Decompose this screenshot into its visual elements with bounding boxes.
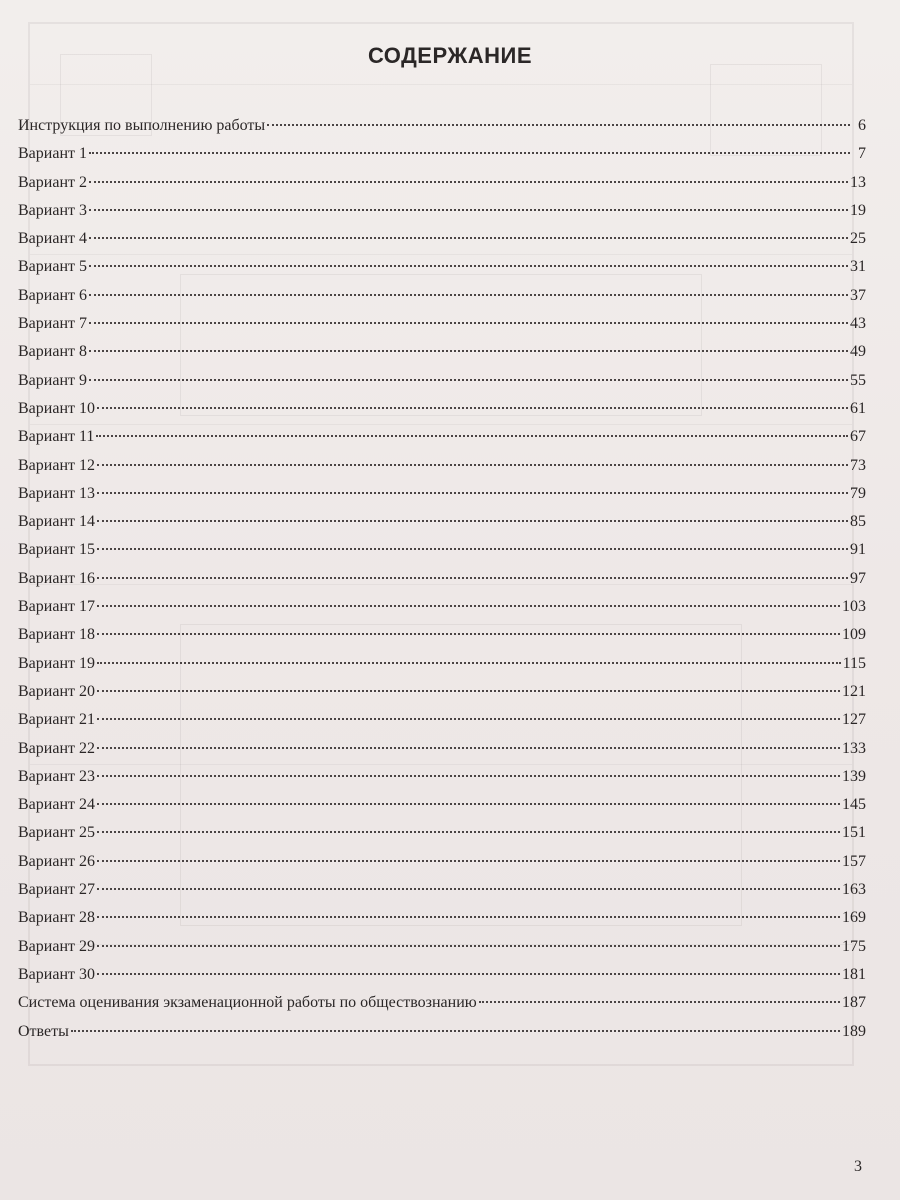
toc-entry-page: 6 [858, 117, 866, 134]
dot-leader [97, 945, 840, 947]
toc-entry-label: Вариант 10 [18, 399, 95, 417]
toc-entry-page: 145 [842, 796, 866, 814]
toc-entry-page: 115 [842, 654, 866, 672]
toc-entry-page: 127 [842, 711, 866, 729]
toc-entry[interactable] [18, 735, 866, 763]
toc-entry-label: Вариант 11 [18, 428, 95, 446]
toc-entry[interactable] [18, 593, 866, 621]
toc-entry-page: 55 [850, 371, 866, 389]
toc-entry-page: 187 [842, 994, 866, 1012]
dot-leader [89, 209, 848, 211]
dot-leader [89, 181, 848, 183]
toc-entry[interactable] [18, 904, 866, 932]
toc-entry-label: Вариант 30 [18, 965, 95, 983]
toc-entry-label: Вариант 20 [18, 682, 95, 700]
toc-entry[interactable] [18, 763, 866, 791]
dot-leader [97, 888, 840, 890]
toc-entry-page: 37 [850, 286, 866, 304]
toc-entry-page: 189 [842, 1022, 866, 1040]
toc-entry-page: 169 [842, 909, 866, 927]
toc-entry-page: 151 [842, 824, 866, 842]
toc-entry[interactable] [18, 112, 866, 140]
toc-entry-label: Вариант 9 [18, 371, 87, 389]
toc-entry[interactable] [18, 1018, 866, 1046]
toc-entry[interactable] [18, 650, 866, 678]
dot-leader [97, 492, 848, 494]
page-title: СОДЕРЖАНИЕ [367, 42, 533, 68]
toc-entry[interactable] [18, 225, 866, 253]
toc-entry[interactable] [18, 395, 866, 423]
toc-entry[interactable] [18, 282, 866, 310]
toc-entry-label: Вариант 23 [18, 767, 95, 785]
toc-entry-label: Вариант 26 [18, 852, 95, 870]
toc-entry[interactable] [18, 848, 866, 876]
dot-leader [267, 124, 850, 126]
toc-entry[interactable] [18, 706, 866, 734]
dot-leader [89, 152, 850, 154]
dot-leader [97, 464, 848, 466]
toc-entry-label: Вариант 12 [18, 456, 95, 474]
toc-entry[interactable] [18, 621, 866, 649]
dot-leader [97, 747, 840, 749]
dot-leader [71, 1030, 840, 1032]
toc-entry-label: Вариант 6 [18, 286, 87, 304]
toc-entry-label: Вариант 29 [18, 937, 95, 955]
toc-entry-label: Вариант 16 [18, 569, 95, 587]
toc-entry-label: Вариант 18 [18, 626, 95, 644]
dot-leader [97, 831, 840, 833]
dot-leader [89, 379, 848, 381]
dot-leader [97, 718, 840, 720]
toc-entry-page: 91 [850, 541, 866, 559]
toc-entry-label: Вариант 14 [18, 513, 95, 531]
table-of-contents [18, 112, 866, 1046]
dot-leader [97, 973, 840, 975]
toc-entry[interactable] [18, 480, 866, 508]
toc-entry-page: 25 [850, 230, 866, 248]
toc-entry[interactable] [18, 508, 866, 536]
toc-entry-label: Вариант 3 [18, 201, 87, 219]
toc-entry-page: 139 [842, 767, 866, 785]
toc-entry-label: Вариант 24 [18, 796, 95, 814]
dot-leader [97, 520, 848, 522]
toc-entry-page: 67 [850, 428, 866, 446]
toc-entry-page: 175 [842, 937, 866, 955]
toc-entry-page: 79 [850, 484, 866, 502]
toc-entry-page: 61 [850, 399, 866, 417]
toc-entry-page: 85 [850, 513, 866, 531]
toc-entry-page: 31 [850, 258, 866, 276]
toc-entry-page: 73 [850, 456, 866, 474]
toc-entry-page: 121 [842, 682, 866, 700]
dot-leader [97, 407, 848, 409]
dot-leader [479, 1001, 840, 1003]
dot-leader [89, 322, 848, 324]
toc-entry-label: Вариант 27 [18, 881, 95, 899]
toc-entry[interactable] [18, 933, 866, 961]
dot-leader [97, 803, 840, 805]
dot-leader [97, 775, 840, 777]
toc-entry-label: Вариант 28 [18, 909, 95, 927]
dot-leader [97, 916, 840, 918]
toc-entry-page: 157 [842, 852, 866, 870]
toc-entry-label: Вариант 15 [18, 541, 95, 559]
toc-entry-label: Вариант 8 [18, 343, 87, 361]
toc-entry-page: 13 [850, 173, 866, 191]
dot-leader [97, 860, 840, 862]
dot-leader [89, 237, 848, 239]
toc-entry-label: Вариант 22 [18, 739, 95, 757]
toc-entry[interactable] [18, 989, 866, 1017]
page-number: 3 [854, 1158, 862, 1175]
toc-entry-page: 163 [842, 881, 866, 899]
toc-entry-page: 133 [842, 739, 866, 757]
toc-entry[interactable] [18, 876, 866, 904]
toc-entry-label: Вариант 17 [18, 598, 95, 616]
toc-entry-label: Вариант 5 [18, 258, 87, 276]
toc-entry[interactable] [18, 565, 866, 593]
toc-entry-label: Вариант 25 [18, 824, 95, 842]
toc-entry-label: Вариант 13 [18, 484, 95, 502]
toc-entry[interactable] [18, 310, 866, 338]
toc-entry[interactable] [18, 536, 866, 564]
dot-leader [97, 605, 840, 607]
dot-leader [97, 577, 848, 579]
toc-entry[interactable] [18, 253, 866, 281]
toc-entry[interactable] [18, 197, 866, 225]
toc-entry[interactable] [18, 819, 866, 847]
toc-entry-label: Вариант 7 [18, 315, 87, 333]
dot-leader [97, 662, 841, 664]
dot-leader [89, 265, 848, 267]
toc-entry[interactable] [18, 169, 866, 197]
toc-entry-page: 103 [842, 598, 866, 616]
dot-leader [96, 435, 848, 437]
toc-entry-label: Система оценивания экзаменационной работы по обществознанию [18, 994, 477, 1012]
dot-leader [89, 294, 848, 296]
toc-entry[interactable] [18, 452, 866, 480]
toc-entry-label: Инструкция по выполнению работы [18, 117, 266, 134]
toc-entry-page: 97 [850, 569, 866, 587]
dot-leader [97, 633, 840, 635]
toc-entry-page: 109 [842, 626, 866, 644]
toc-entry-label: Вариант 4 [18, 230, 87, 248]
toc-entry[interactable] [18, 791, 866, 819]
toc-entry-label: Вариант 1 [18, 145, 87, 163]
toc-entry[interactable] [18, 338, 866, 366]
toc-entry[interactable] [18, 367, 866, 395]
toc-entry[interactable] [18, 423, 866, 451]
dot-leader [97, 690, 840, 692]
toc-entry[interactable] [18, 961, 866, 989]
toc-entry-page: 43 [850, 315, 866, 333]
toc-entry-page: 49 [850, 343, 866, 361]
toc-entry-label: Вариант 2 [18, 173, 87, 191]
dot-leader [97, 548, 848, 550]
toc-entry[interactable] [18, 678, 866, 706]
toc-entry[interactable] [18, 140, 866, 168]
toc-entry-label: Вариант 19 [18, 654, 95, 672]
toc-entry-page: 181 [842, 965, 866, 983]
toc-entry-label: Ответы [18, 1022, 69, 1040]
toc-entry-label: Вариант 21 [18, 711, 95, 729]
toc-entry-page: 7 [858, 145, 866, 163]
toc-entry-page: 19 [850, 201, 866, 219]
dot-leader [89, 350, 848, 352]
